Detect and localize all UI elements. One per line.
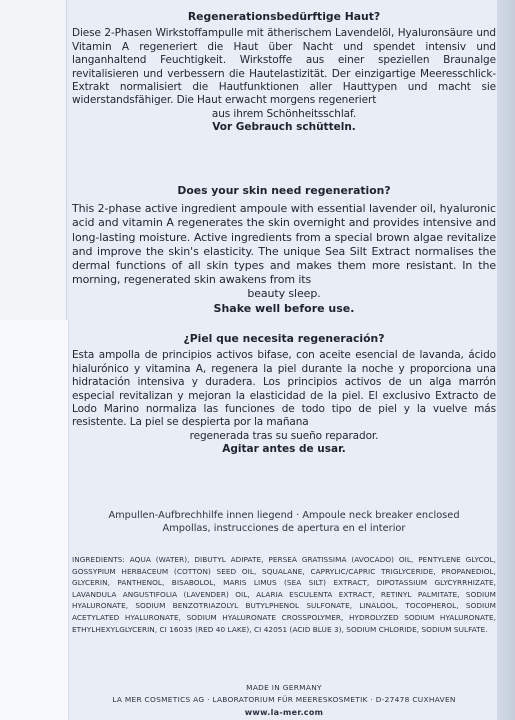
spanish-heading: ¿Piel que necesita regeneración? <box>183 332 385 345</box>
english-body-last-line: beauty sleep. <box>247 287 321 301</box>
english-section <box>72 184 496 316</box>
english-heading: Does your skin need regeneration? <box>177 184 391 197</box>
german-heading: Regenerationsbedürftige Haut? <box>187 10 381 23</box>
spanish-shake-instruction: Agitar antes de usar. <box>222 443 346 456</box>
made-in-label: MADE IN GERMANY <box>246 683 322 692</box>
spanish-body: Esta ampolla de principios activos bifase, con aceite esencial de lavanda, ácido hialurónico y vitamina A, regenera la piel durante la noche y proporciona una hidratación intensiva y duradera. Los principios activos de un alga marrón especial revitalizan y mejoran la elasticidad de la piel. El exclusivo Extracto de Lodo Marino normaliza las funciones de todo tipo de piel y la vuelve más resistente. La piel se despierta por la mañana <box>72 349 496 429</box>
company-address: LA MER COSMETICS AG · LABORATORIUM FÜR MEERESKOSMETIK · D-27478 CUXHAVEN <box>112 695 456 705</box>
spanish-body-last-line: regenerada tras su sueño reparador. <box>189 429 379 442</box>
website-url: www.la-mer.com <box>244 707 324 717</box>
ingredients-list: INGREDIENTS: AQUA (WATER), DIBUTYL ADIPATE, PERSEA GRATISSIMA (AVOCADO) OIL, PENTYLENE GLYCOL, GOSSYPIUM HERBACEUM (COTTON) SEED OIL, SQUALANE, CAPRYLIC/CAPRIC TRIGLYCERIDE, PROPANEDIOL, GLYCERIN, PANTHENOL, BISABOLOL, MARIS LIMUS (SEA SILT) EXTRACT, DIPOTASSIUM GLYCYRRHIZATE, LAVANDULA ANGUSTIFOLIA (LAVENDER) OIL, ALARIA ESCULENTA EXTRACT, RETINYL PALMITATE, SODIUM HYALURONATE, SODIUM BENZOTRIAZOLYL BUTYLPHENOL SULFONATE, LINALOOL, TOCOPHEROL, SODIUM ACETYLATED HYALURONATE, SODIUM HYALURONATE CROSSPOLYMER, HYDROLYZED SODIUM HYALURONATE, ETHYLHEXYLGLYCERIN, CI 16035 (RED 40 LAKE), CI 42051 (ACID BLUE 3), SODIUM CHLORIDE, SODIUM SULFATE. <box>72 555 496 634</box>
spanish-section <box>72 332 496 457</box>
neck-breaker-line-1: Ampullen-Aufbrechhilfe innen liegend · Ampoule neck breaker enclosed <box>108 510 460 521</box>
english-shake-instruction: Shake well before use. <box>213 301 355 315</box>
footer <box>72 682 496 719</box>
package-flap <box>0 320 69 720</box>
german-body: Diese 2-Phasen Wirkstoffampulle mit ätherischem Lavendelöl, Hyaluronsäure und Vitamin A regeneriert die Haut über Nacht und spendet intensiv und langanhaltend Feuchtigkeit. Wirkstoffe aus einer speziellen Braunalge revitalisieren und verbessern die Hautelastizität. Der einzigartige Meeresschlick-Extrakt normalisiert die Hautfunktionen aller Hauttypen und macht sie widerstandsfähiger. Die Haut erwacht morgens regeneriert <box>72 27 496 107</box>
english-body: This 2-phase active ingredient ampoule with essential lavender oil, hyaluronic acid and vitamin A regenerates the skin overnight and provides intensive and long-lasting moisture. Active ingredients from a special brown algae revitalize and improve the skin's elasticity. The unique Sea Silt Extract normalises the dermal functions of all skin types and makes them more resistant. In the morning, regenerated skin awakens from its <box>72 202 496 287</box>
package-side-edge <box>497 0 515 720</box>
neck-breaker-note <box>72 509 496 535</box>
german-body-last-line: aus ihrem Schönheitsschlaf. <box>211 107 357 120</box>
package-text <box>72 0 496 720</box>
german-shake-instruction: Vor Gebrauch schütteln. <box>212 121 356 134</box>
german-section <box>72 10 496 135</box>
neck-breaker-line-2: Ampollas, instrucciones de apertura en el interior <box>162 523 406 534</box>
